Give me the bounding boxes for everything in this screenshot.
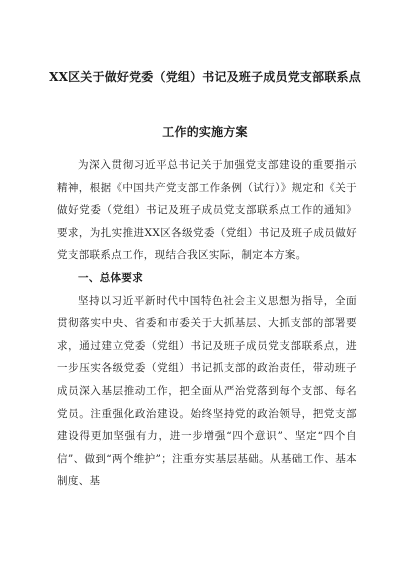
requirements-paragraph: 坚持以习近平新时代中国特色社会主义思想为指导，全面贯彻落实中央、省委和市委关于大抓基层、大抓支部的部署要求，通过建立党委（党组）书记及班子成员党支部联系点，进一步压实各级党委（党组）书记抓支部的政治责任，带动班子成员深入基层推动工作，把全面从严治党落到每个支部、每名党员。注重强化政治建设。始终坚持党的政治领导，把党支部建设得更加坚强有力，进一步增强“四个意识”、坚定“四个自信”、做到“两个维护”；注重夯实基层基础。从基础工作、基本制度、基: [57, 294, 357, 488]
intro-paragraph: 为深入贯彻习近平总书记关于加强党支部建设的重要指示精神，根据《中国共产党支部工作条例（试行）》规定和《关于做好党委（党组）书记及班子成员党支部联系点工作的通知》要求，为扎实推进XX区各级党委（党组）书记及班子成员做好党支部联系点工作，现结合我区实际，制定本方案。: [57, 159, 357, 262]
section-heading: 一、总体要求: [78, 271, 144, 284]
document-title-line-2: 工作的实施方案: [162, 125, 248, 139]
document-title-line-1: XX区关于做好党委（党组）书记及班子成员党支部联系点: [49, 70, 361, 84]
document-body: [57, 154, 357, 493]
